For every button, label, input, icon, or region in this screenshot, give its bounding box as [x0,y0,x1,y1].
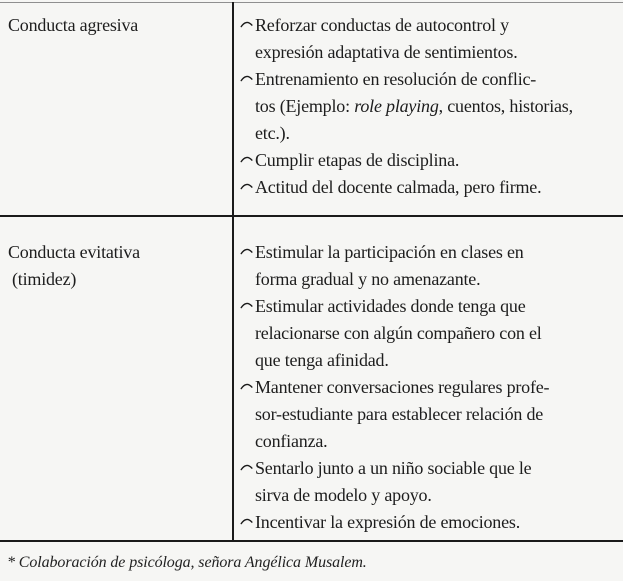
arc-bullet-icon [240,155,253,163]
bullet-item [240,12,618,66]
text-segment: , cuentos, historias, [438,96,573,116]
bullet-line: Reforzar conductas de autocontrol y [255,15,509,35]
bullet-line: etc.). [255,123,290,143]
bullet-line: confianza. [255,431,328,451]
bullet-item [240,455,618,509]
bullet-line: Entrenamiento en resolución de conflic- [255,69,537,89]
bullet-item [240,147,618,174]
table-bottom-rule [0,540,623,542]
bullet-line: Cumplir etapas de disciplina. [255,150,460,170]
bullet-line: Sentarlo junto a un niño sociable que le [255,458,532,478]
bullet-line [255,93,618,120]
row-strategies-cell [240,12,618,201]
bullet-item [240,66,618,147]
arc-bullet-icon [240,247,253,255]
footnote: * Colaboración de psicóloga, señora Angélica Musalem. [7,554,367,571]
bullet-line: Estimular actividades donde tenga que [255,296,526,316]
bullet-item [240,174,618,201]
bullet-line: que tenga afinidad. [255,350,389,370]
arc-bullet-icon [240,20,253,28]
bullet-item [240,239,618,293]
table-row [0,2,623,215]
arc-bullet-icon [240,74,253,82]
bullet-line: relacionarse con algún compañero con el [255,323,542,343]
bullet-line: expresión adaptativa de sentimientos. [255,42,518,62]
arc-bullet-icon [240,182,253,190]
bullet-line: Estimular la participación en clases en [255,242,524,262]
row-label-line: Conducta evitativa [8,242,140,262]
row-label [8,12,223,39]
bullet-item [240,293,618,374]
bullet-line: Mantener conversaciones regulares profe- [255,377,550,397]
bullet-line: forma gradual y no amenazante. [255,269,481,289]
text-segment: tos (Ejemplo: [255,96,355,116]
table-row [0,217,623,540]
bullet-line: sirva de modelo y apoyo. [255,485,432,505]
bullet-item [240,374,618,455]
row-label-line: Conducta agresiva [8,15,139,35]
row-label-line: (timidez) [12,269,77,289]
arc-bullet-icon [240,382,253,390]
arc-bullet-icon [240,301,253,309]
arc-bullet-icon [240,517,253,525]
arc-bullet-icon [240,463,253,471]
row-strategies-cell [240,239,618,536]
bullet-line: sor-estudiante para establecer relación de [255,404,544,424]
bullet-line: Incentivar la expresión de emociones. [255,512,520,532]
row-label [8,239,223,293]
bullet-line: Actitud del docente calmada, pero firme. [255,177,542,197]
italic-text-segment: role playing [354,96,439,116]
bullet-item [240,509,618,536]
